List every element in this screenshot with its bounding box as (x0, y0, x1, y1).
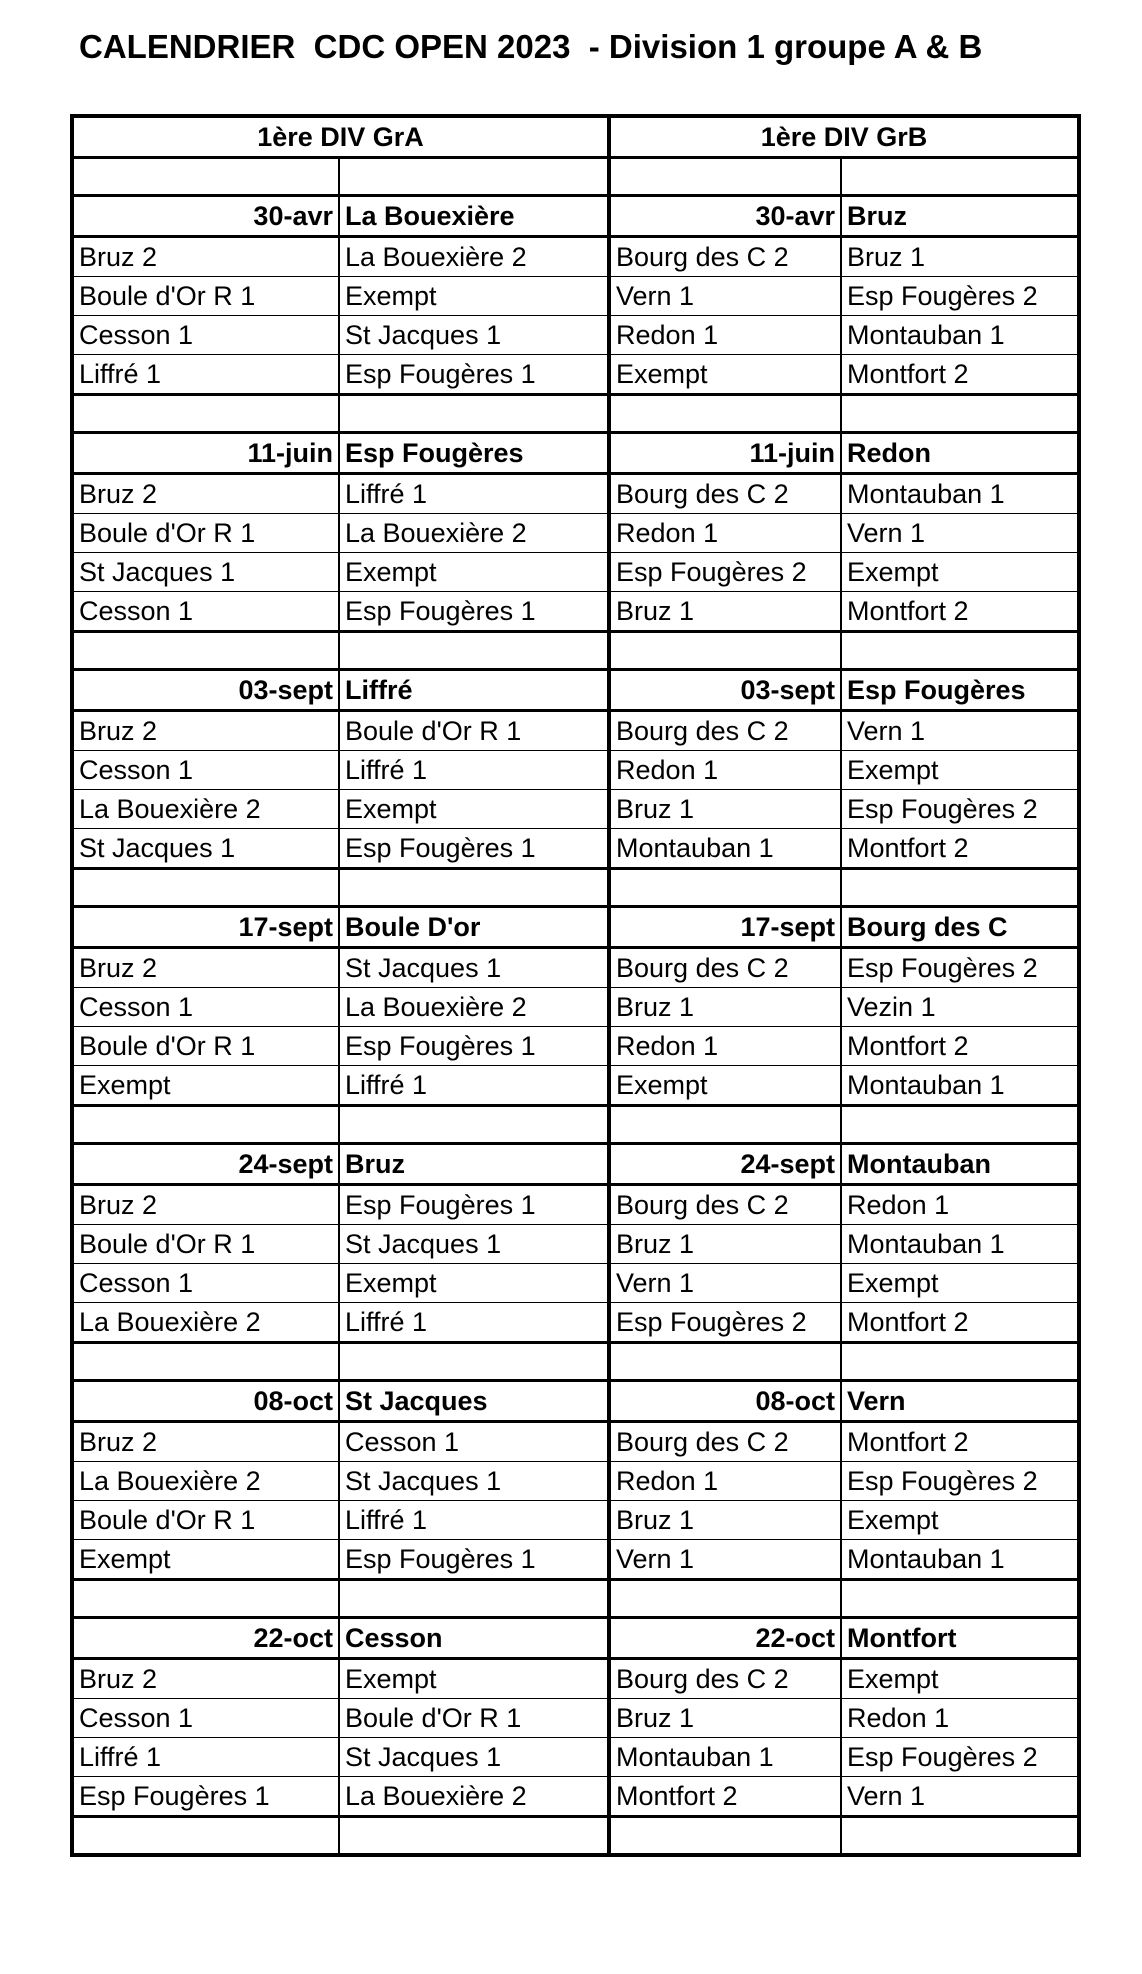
blank-row (72, 869, 1079, 907)
venue-a: Boule D'or (339, 907, 609, 948)
team-b-home: Bruz 1 (609, 1225, 841, 1264)
blank-cell (72, 632, 339, 670)
team-b-home: Redon 1 (609, 514, 841, 553)
blank-row (72, 395, 1079, 433)
team-a-away: Liffré 1 (339, 1501, 609, 1540)
blank-cell (841, 395, 1079, 433)
team-b-away: Montauban 1 (841, 316, 1079, 355)
blank-cell (841, 1106, 1079, 1144)
blank-row (72, 632, 1079, 670)
team-b-away: Vern 1 (841, 711, 1079, 751)
blank-cell (609, 395, 841, 433)
date-a: 11-juin (72, 433, 339, 474)
blank-cell (339, 395, 609, 433)
day-header-row (72, 196, 1079, 237)
team-a-away: Liffré 1 (339, 1066, 609, 1106)
team-b-away: Esp Fougères 2 (841, 790, 1079, 829)
team-a-away: La Bouexière 2 (339, 988, 609, 1027)
day-header-row (72, 1144, 1079, 1185)
day-header-row (72, 670, 1079, 711)
match-row (72, 1738, 1079, 1777)
day-header-row (72, 1618, 1079, 1659)
blank-cell (339, 1343, 609, 1381)
team-a-away: Liffré 1 (339, 1303, 609, 1343)
date-b: 17-sept (609, 907, 841, 948)
team-a-away: Boule d'Or R 1 (339, 711, 609, 751)
match-row (72, 316, 1079, 355)
team-a-away: Boule d'Or R 1 (339, 1699, 609, 1738)
team-a-away: St Jacques 1 (339, 316, 609, 355)
team-b-home: Redon 1 (609, 1462, 841, 1501)
blank-cell (609, 1106, 841, 1144)
venue-b: Montauban (841, 1144, 1079, 1185)
team-b-away: Montfort 2 (841, 1027, 1079, 1066)
match-row (72, 1264, 1079, 1303)
team-a-home: Esp Fougères 1 (72, 1777, 339, 1817)
match-row (72, 1027, 1079, 1066)
match-row (72, 277, 1079, 316)
blank-cell (72, 395, 339, 433)
schedule-table (70, 114, 1081, 1857)
blank-cell (72, 1817, 339, 1855)
blank-cell (841, 1343, 1079, 1381)
team-a-away: Liffré 1 (339, 474, 609, 514)
team-b-home: Redon 1 (609, 751, 841, 790)
blank-cell (339, 158, 609, 196)
team-a-away: Cesson 1 (339, 1422, 609, 1462)
team-b-home: Bruz 1 (609, 592, 841, 632)
team-b-away: Exempt (841, 1659, 1079, 1699)
match-row (72, 592, 1079, 632)
day-header-row (72, 1381, 1079, 1422)
team-a-away: Liffré 1 (339, 751, 609, 790)
match-row (72, 514, 1079, 553)
team-a-home: Bruz 2 (72, 1659, 339, 1699)
blank-cell (841, 158, 1079, 196)
team-b-away: Exempt (841, 1264, 1079, 1303)
team-b-home: Bourg des C 2 (609, 948, 841, 988)
day-header-row (72, 433, 1079, 474)
team-a-home: Exempt (72, 1540, 339, 1580)
date-a: 24-sept (72, 1144, 339, 1185)
blank-cell (841, 1817, 1079, 1855)
team-a-away: Esp Fougères 1 (339, 1185, 609, 1225)
venue-a: La Bouexière (339, 196, 609, 237)
team-b-away: Esp Fougères 2 (841, 277, 1079, 316)
team-b-home: Bruz 1 (609, 1501, 841, 1540)
venue-a: Esp Fougères (339, 433, 609, 474)
match-row (72, 237, 1079, 277)
match-row (72, 1462, 1079, 1501)
team-a-away: Exempt (339, 1659, 609, 1699)
blank-cell (609, 1580, 841, 1618)
team-b-home: Bourg des C 2 (609, 1659, 841, 1699)
team-b-home: Montauban 1 (609, 1738, 841, 1777)
match-row (72, 1185, 1079, 1225)
team-a-home: La Bouexière 2 (72, 1303, 339, 1343)
team-a-home: Boule d'Or R 1 (72, 1501, 339, 1540)
blank-row (72, 1817, 1079, 1855)
date-b: 08-oct (609, 1381, 841, 1422)
match-row (72, 1066, 1079, 1106)
venue-b: Esp Fougères (841, 670, 1079, 711)
blank-cell (339, 869, 609, 907)
day-header-row (72, 907, 1079, 948)
team-b-away: Vern 1 (841, 514, 1079, 553)
team-a-home: Bruz 2 (72, 237, 339, 277)
team-b-home: Exempt (609, 1066, 841, 1106)
team-a-home: Boule d'Or R 1 (72, 514, 339, 553)
team-a-home: Bruz 2 (72, 948, 339, 988)
blank-row (72, 158, 1079, 196)
team-b-away: Esp Fougères 2 (841, 948, 1079, 988)
venue-b: Montfort (841, 1618, 1079, 1659)
team-b-away: Esp Fougères 2 (841, 1738, 1079, 1777)
blank-row (72, 1580, 1079, 1618)
match-row (72, 355, 1079, 395)
match-row (72, 1303, 1079, 1343)
venue-b: Redon (841, 433, 1079, 474)
team-b-home: Redon 1 (609, 1027, 841, 1066)
team-b-home: Esp Fougères 2 (609, 553, 841, 592)
match-row (72, 829, 1079, 869)
match-row (72, 988, 1079, 1027)
team-a-away: Esp Fougères 1 (339, 355, 609, 395)
team-b-home: Bourg des C 2 (609, 237, 841, 277)
team-a-away: Exempt (339, 553, 609, 592)
team-a-home: St Jacques 1 (72, 829, 339, 869)
match-row (72, 790, 1079, 829)
blank-cell (72, 158, 339, 196)
team-a-away: Esp Fougères 1 (339, 592, 609, 632)
team-a-home: Boule d'Or R 1 (72, 1027, 339, 1066)
match-row (72, 1422, 1079, 1462)
team-a-away: Esp Fougères 1 (339, 1540, 609, 1580)
team-b-home: Bourg des C 2 (609, 1185, 841, 1225)
match-row (72, 1501, 1079, 1540)
match-row (72, 474, 1079, 514)
team-b-away: Montfort 2 (841, 829, 1079, 869)
team-b-away: Montauban 1 (841, 1066, 1079, 1106)
match-row (72, 711, 1079, 751)
date-b: 22-oct (609, 1618, 841, 1659)
team-b-home: Exempt (609, 355, 841, 395)
schedule-body (72, 116, 1079, 1855)
blank-cell (339, 1580, 609, 1618)
page-title: CALENDRIER CDC OPEN 2023 - Division 1 groupe A & B (79, 28, 983, 65)
team-a-home: Liffré 1 (72, 1738, 339, 1777)
group-b-header: 1ère DIV GrB (609, 116, 1079, 158)
blank-cell (72, 869, 339, 907)
team-a-home: La Bouexière 2 (72, 1462, 339, 1501)
team-b-home: Bourg des C 2 (609, 474, 841, 514)
blank-cell (841, 869, 1079, 907)
team-a-home: St Jacques 1 (72, 553, 339, 592)
team-b-away: Montfort 2 (841, 1422, 1079, 1462)
venue-a: Cesson (339, 1618, 609, 1659)
team-a-home: Cesson 1 (72, 988, 339, 1027)
team-b-away: Montauban 1 (841, 1225, 1079, 1264)
team-a-away: Exempt (339, 277, 609, 316)
match-row (72, 1540, 1079, 1580)
team-a-home: Bruz 2 (72, 711, 339, 751)
team-b-away: Exempt (841, 751, 1079, 790)
team-b-home: Bourg des C 2 (609, 711, 841, 751)
blank-cell (609, 1343, 841, 1381)
match-row (72, 751, 1079, 790)
team-b-home: Montfort 2 (609, 1777, 841, 1817)
venue-b: Bourg des C (841, 907, 1079, 948)
venue-a: St Jacques (339, 1381, 609, 1422)
team-a-away: St Jacques 1 (339, 1462, 609, 1501)
match-row (72, 948, 1079, 988)
match-row (72, 1777, 1079, 1817)
team-a-away: Exempt (339, 1264, 609, 1303)
date-a: 22-oct (72, 1618, 339, 1659)
blank-row (72, 1106, 1079, 1144)
blank-cell (339, 632, 609, 670)
team-b-away: Bruz 1 (841, 237, 1079, 277)
team-b-home: Esp Fougères 2 (609, 1303, 841, 1343)
team-a-home: La Bouexière 2 (72, 790, 339, 829)
venue-a: Bruz (339, 1144, 609, 1185)
team-b-home: Bruz 1 (609, 790, 841, 829)
blank-cell (72, 1343, 339, 1381)
team-a-home: Bruz 2 (72, 474, 339, 514)
team-a-home: Bruz 2 (72, 1185, 339, 1225)
match-row (72, 1699, 1079, 1738)
venue-b: Vern (841, 1381, 1079, 1422)
team-b-home: Montauban 1 (609, 829, 841, 869)
blank-cell (609, 158, 841, 196)
blank-cell (72, 1106, 339, 1144)
team-b-away: Montauban 1 (841, 1540, 1079, 1580)
blank-cell (339, 1817, 609, 1855)
team-b-home: Vern 1 (609, 1540, 841, 1580)
blank-cell (72, 1580, 339, 1618)
team-b-home: Bourg des C 2 (609, 1422, 841, 1462)
date-a: 08-oct (72, 1381, 339, 1422)
team-a-home: Cesson 1 (72, 1699, 339, 1738)
team-b-home: Redon 1 (609, 316, 841, 355)
team-a-home: Cesson 1 (72, 592, 339, 632)
blank-row (72, 1343, 1079, 1381)
team-a-home: Cesson 1 (72, 751, 339, 790)
venue-b: Bruz (841, 196, 1079, 237)
blank-cell (841, 1580, 1079, 1618)
date-b: 30-avr (609, 196, 841, 237)
date-b: 11-juin (609, 433, 841, 474)
team-a-away: St Jacques 1 (339, 948, 609, 988)
team-a-away: Esp Fougères 1 (339, 829, 609, 869)
team-b-away: Montfort 2 (841, 1303, 1079, 1343)
group-header-row (72, 116, 1079, 158)
team-b-away: Vezin 1 (841, 988, 1079, 1027)
team-b-away: Exempt (841, 553, 1079, 592)
blank-cell (841, 632, 1079, 670)
team-a-away: La Bouexière 2 (339, 237, 609, 277)
match-row (72, 1659, 1079, 1699)
team-b-home: Bruz 1 (609, 1699, 841, 1738)
group-a-header: 1ère DIV GrA (72, 116, 609, 158)
team-b-away: Montauban 1 (841, 474, 1079, 514)
team-a-away: St Jacques 1 (339, 1738, 609, 1777)
team-a-home: Liffré 1 (72, 355, 339, 395)
team-a-away: Esp Fougères 1 (339, 1027, 609, 1066)
team-b-away: Redon 1 (841, 1699, 1079, 1738)
date-a: 30-avr (72, 196, 339, 237)
team-a-home: Cesson 1 (72, 1264, 339, 1303)
team-a-home: Boule d'Or R 1 (72, 1225, 339, 1264)
date-b: 03-sept (609, 670, 841, 711)
match-row (72, 553, 1079, 592)
team-a-home: Boule d'Or R 1 (72, 277, 339, 316)
date-a: 17-sept (72, 907, 339, 948)
team-a-away: La Bouexière 2 (339, 1777, 609, 1817)
team-a-away: Exempt (339, 790, 609, 829)
team-b-home: Vern 1 (609, 1264, 841, 1303)
team-b-away: Montfort 2 (841, 355, 1079, 395)
team-a-home: Bruz 2 (72, 1422, 339, 1462)
team-a-home: Cesson 1 (72, 316, 339, 355)
match-row (72, 1225, 1079, 1264)
blank-cell (339, 1106, 609, 1144)
team-b-home: Bruz 1 (609, 988, 841, 1027)
date-a: 03-sept (72, 670, 339, 711)
team-b-away: Esp Fougères 2 (841, 1462, 1079, 1501)
venue-a: Liffré (339, 670, 609, 711)
blank-cell (609, 869, 841, 907)
date-b: 24-sept (609, 1144, 841, 1185)
team-b-away: Exempt (841, 1501, 1079, 1540)
team-b-home: Vern 1 (609, 277, 841, 316)
team-a-away: La Bouexière 2 (339, 514, 609, 553)
team-b-away: Redon 1 (841, 1185, 1079, 1225)
team-b-away: Montfort 2 (841, 592, 1079, 632)
team-a-home: Exempt (72, 1066, 339, 1106)
blank-cell (609, 632, 841, 670)
blank-cell (609, 1817, 841, 1855)
team-b-away: Vern 1 (841, 1777, 1079, 1817)
team-a-away: St Jacques 1 (339, 1225, 609, 1264)
